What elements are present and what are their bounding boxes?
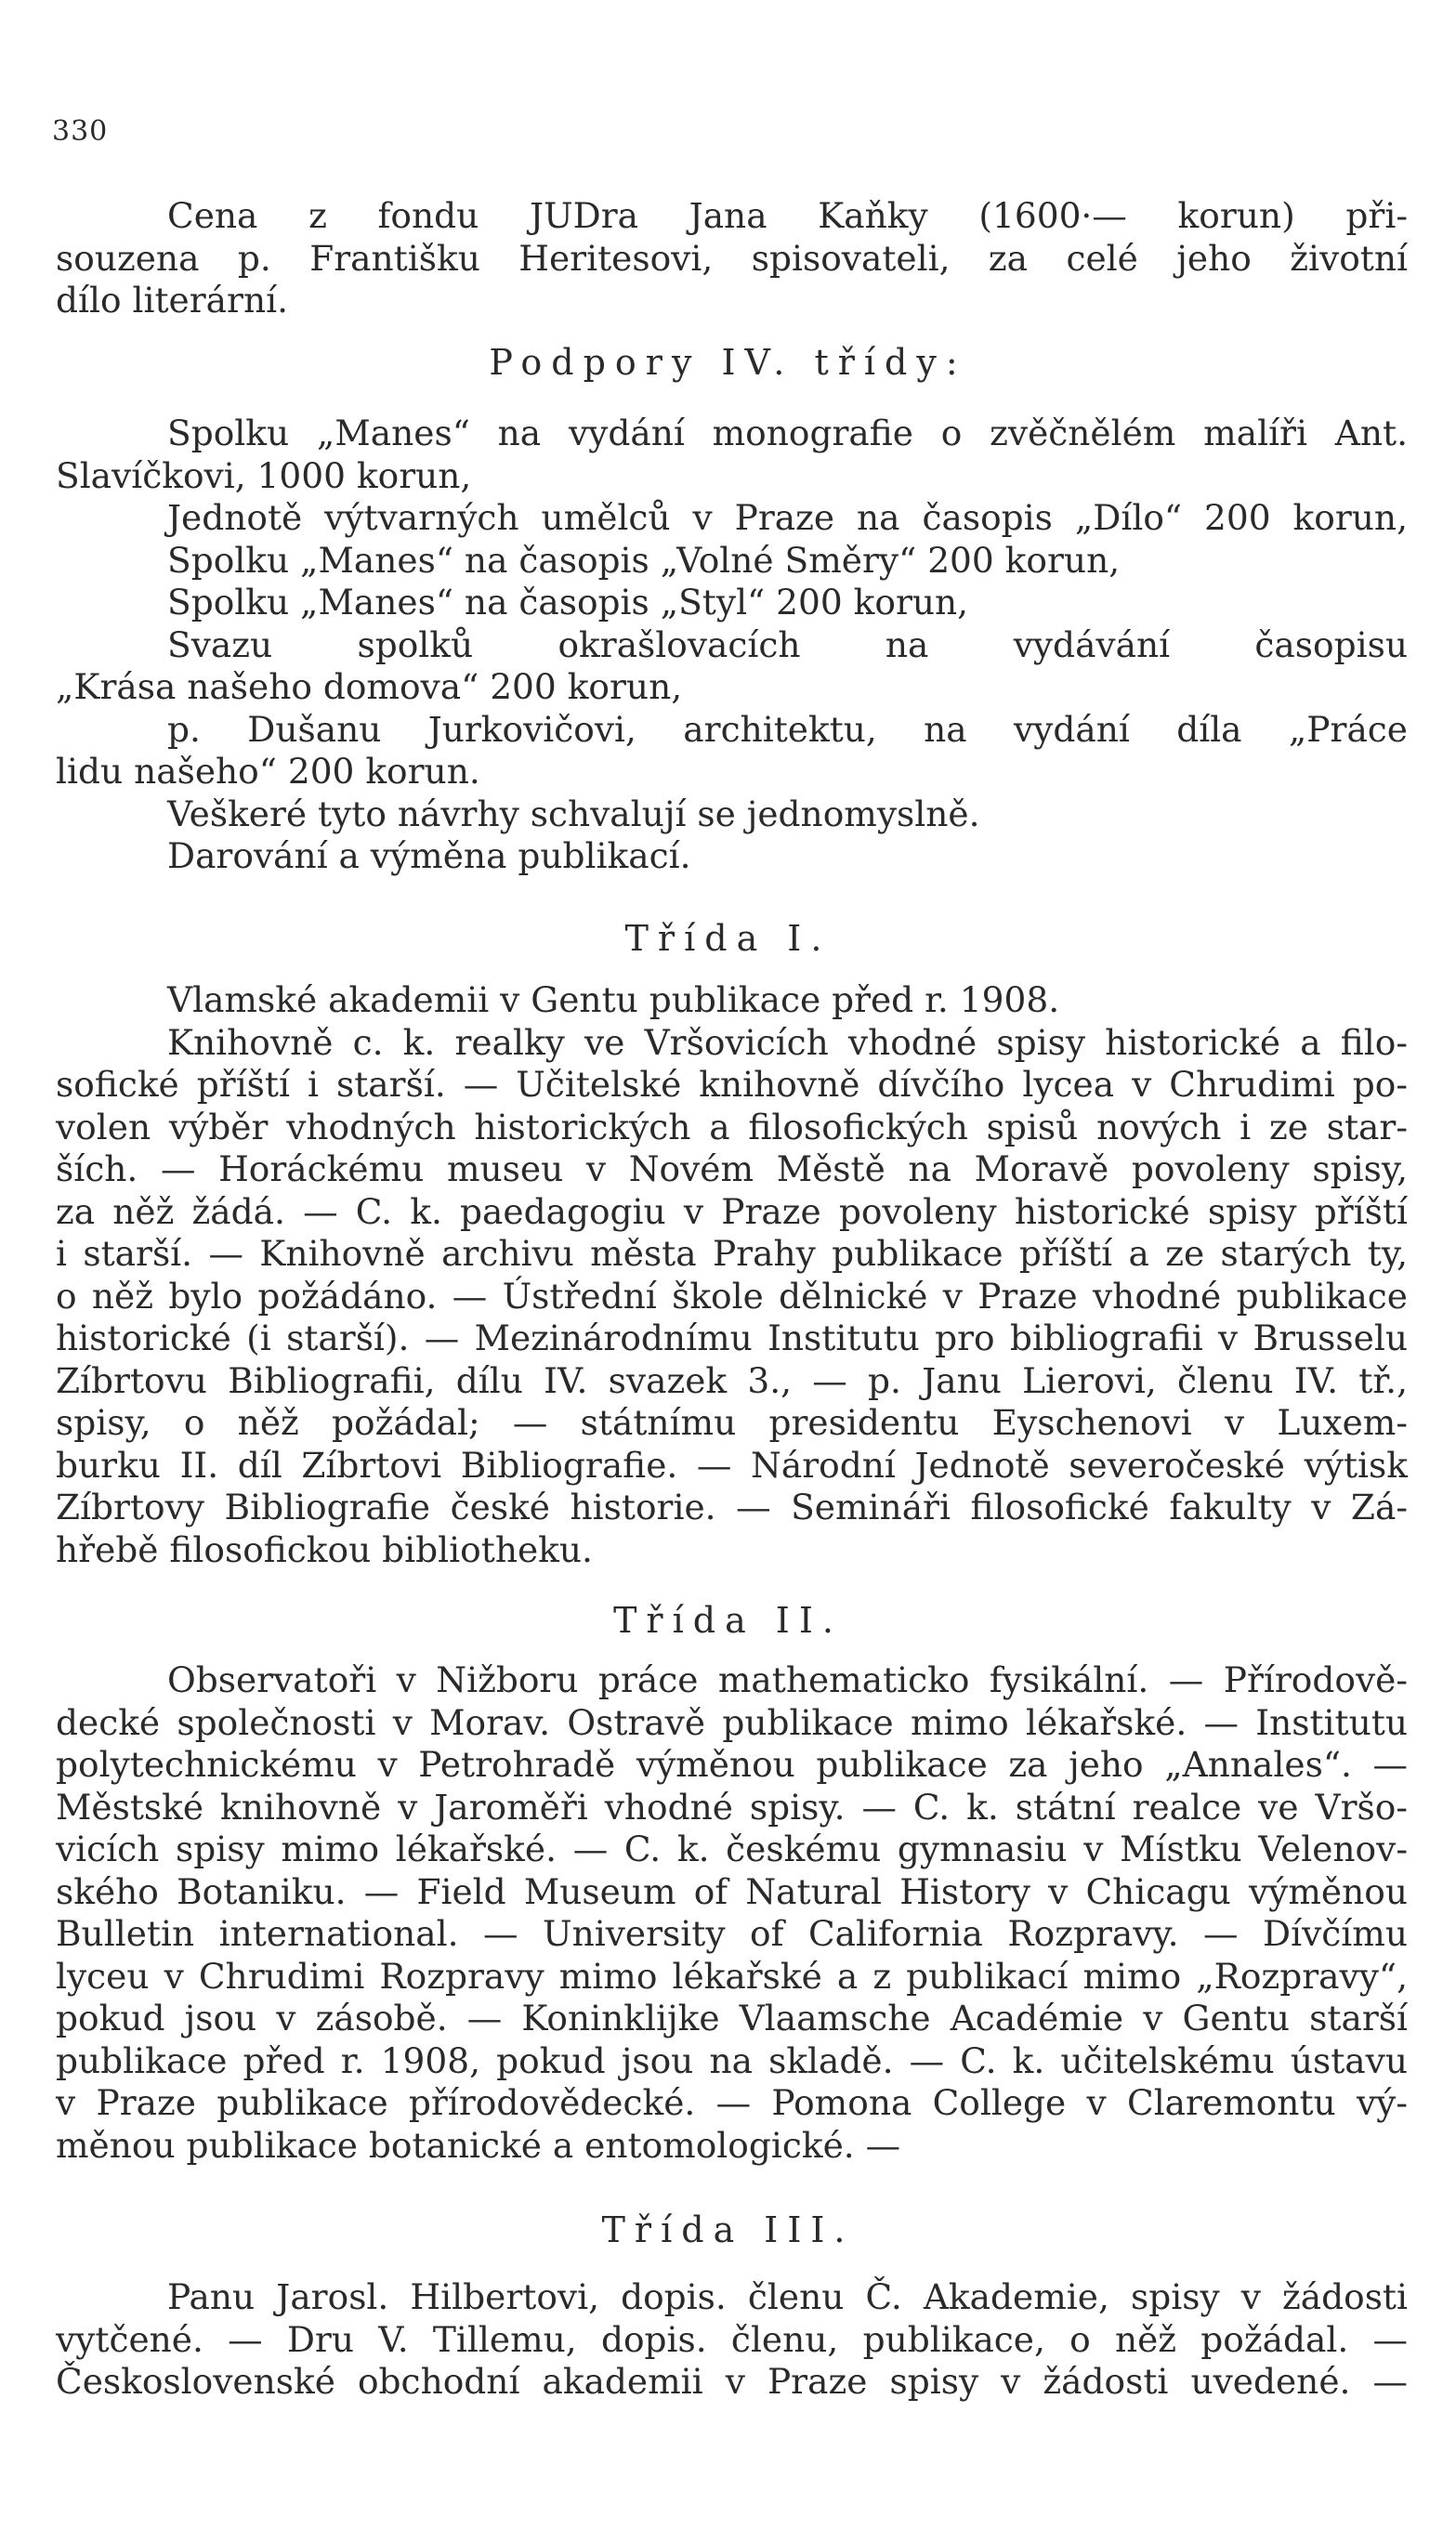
- intro-paragraph: [56, 195, 1408, 322]
- text-line: historické (i starší). — Mezinárodnímu Institutu pro bibliografii v Brusselu: [56, 1317, 1408, 1358]
- section-heading-trida-1: Třída I.: [624, 918, 832, 959]
- text-line: vicích spisy mimo lékařské. — C. k. českému gymnasiu v Místku Velenov-: [56, 1829, 1408, 1869]
- text-line: spisy, o něž požádal; — státnímu presidentu Eyschenovi v Luxem-: [56, 1402, 1408, 1443]
- list-item: p. Dušanu Jurkovičovi, architektu, na vydání díla „Práce: [167, 708, 1408, 750]
- text-line: polytechnickému v Petrohradě výměnou publikace za jeho „Annales“. —: [56, 1744, 1408, 1785]
- text-line: Československé obchodní akademii v Praze spisy v žádosti uvedené. —: [56, 2361, 1408, 2402]
- text-line: lyceu v Chrudimi Rozpravy mimo lékařské a z publikací mimo „Rozpravy“,: [56, 1955, 1408, 1997]
- section-heading-trida-2: Třída II.: [613, 1600, 843, 1641]
- list-item: Slavíčkovi, 1000 korun,: [56, 454, 472, 496]
- text-line: vytčené. — Dru V. Tillemu, dopis. členu, publikace, o něž požádal. —: [56, 2318, 1408, 2360]
- text-line: burku II. díl Zíbrtovi Bibliografie. — Národní Jednotě severočeské výtisk: [56, 1444, 1408, 1486]
- text-line: Zíbrtovu Bibliografii, dílu IV. svazek 3., — p. Janu Lierovi, členu IV. tř.,: [56, 1359, 1408, 1401]
- list-item: Spolku „Manes“ na vydání monografie o zvěčnělém malíři Ant.: [167, 413, 1408, 453]
- text-line: Zíbrtovy Bibliografie české historie. — Semináři filosofické fakulty v Zá-: [56, 1487, 1408, 1527]
- trida-1-paragraph: [56, 979, 1408, 1571]
- list-item: Spolku „Manes“ na časopis „Volné Směry“ 200 korun,: [167, 539, 1121, 581]
- page-number: 330: [52, 115, 109, 148]
- text-line: Knihovně c. k. realky ve Vršovicích vhodné spisy historické a filo-: [167, 1021, 1408, 1063]
- trida-2-paragraph: [56, 1659, 1408, 2167]
- text-line: ského Botaniku. — Field Museum of Natural History v Chicagu výměnou: [56, 1870, 1408, 1912]
- list-item: lidu našeho“ 200 korun.: [56, 751, 480, 792]
- text-line: měnou publikace botanické a entomologické. —: [56, 2124, 901, 2166]
- text-line: dílo literární.: [56, 280, 289, 321]
- text-line: decké společnosti v Morav. Ostravě publikace mimo lékařské. — Institutu: [56, 1701, 1408, 1743]
- text-line: publikace před r. 1908, pokud jsou na skladě. — C. k. učitelskému ústavu: [56, 2039, 1408, 2081]
- text-line: Bulletin international. — University of California Rozpravy. — Dívčímu: [56, 1913, 1408, 1954]
- list-item: „Krása našeho domova“ 200 korun,: [56, 666, 683, 707]
- list-item: Darování a výměna publikací.: [167, 835, 691, 876]
- text-line: Městské knihovně v Jaroměři vhodné spisy. — C. k. státní realce ve Vršo-: [56, 1786, 1408, 1828]
- list-item: Svazu spolků okrašlovacích na vydávání časopisu: [167, 623, 1408, 665]
- text-line: Observatoři v Nižboru práce mathematicko fysikální. — Přírodově-: [167, 1659, 1408, 1700]
- text-line: o něž bylo požádáno. — Ústřední škole dělnické v Praze vhodné publikace: [56, 1275, 1408, 1317]
- text-line: Panu Jarosl. Hilbertovi, dopis. členu Č. Akademie, spisy v žádosti: [167, 2276, 1408, 2317]
- list-item: Spolku „Manes“ na časopis „Styl“ 200 korun,: [167, 582, 969, 623]
- text-line: i starší. — Knihovně archivu města Prahy publikace příští a ze starých ty,: [56, 1233, 1408, 1274]
- text-line: volen výběr vhodných historických a filosofických spisů nových i ze star-: [56, 1106, 1408, 1147]
- list-item: Veškeré tyto návrhy schvalují se jednomyslně.: [167, 793, 980, 834]
- list-item: Jednotě výtvarných umělců v Praze na časopis „Dílo“ 200 korun,: [167, 497, 1408, 538]
- text-line: v Praze publikace přírodovědecké. — Pomona College v Claremontu vý-: [56, 2082, 1408, 2123]
- text-line: souzena p. Františku Heritesovi, spisovateli, za celé jeho životní: [56, 237, 1408, 279]
- text-line: ších. — Horáckému museu v Novém Městě na Moravě povoleny spisy,: [56, 1148, 1408, 1189]
- text-line: sofické příští i starší. — Učitelské knihovně dívčího lycea v Chrudimi po-: [56, 1064, 1408, 1105]
- text-line: hřebě filosofickou bibliotheku.: [56, 1528, 593, 1570]
- text-line: pokud jsou v zásobě. — Koninklijke Vlaamsche Académie v Gentu starší: [56, 1998, 1408, 2038]
- trida-3-paragraph: [56, 2276, 1408, 2404]
- text-line: za něž žádá. — C. k. paedagogiu v Praze povoleny historické spisy příští: [56, 1190, 1408, 1232]
- section-heading-podpory: Podpory IV. třídy:: [489, 342, 967, 383]
- podpory-list: [56, 413, 1408, 878]
- text-line: Vlamské akademii v Gentu publikace před r. 1908.: [167, 979, 1060, 1020]
- text-line: Cena z fondu JUDra Jana Kaňky (1600·— korun) při-: [167, 195, 1408, 236]
- section-heading-trida-3: Třída III.: [601, 2209, 855, 2250]
